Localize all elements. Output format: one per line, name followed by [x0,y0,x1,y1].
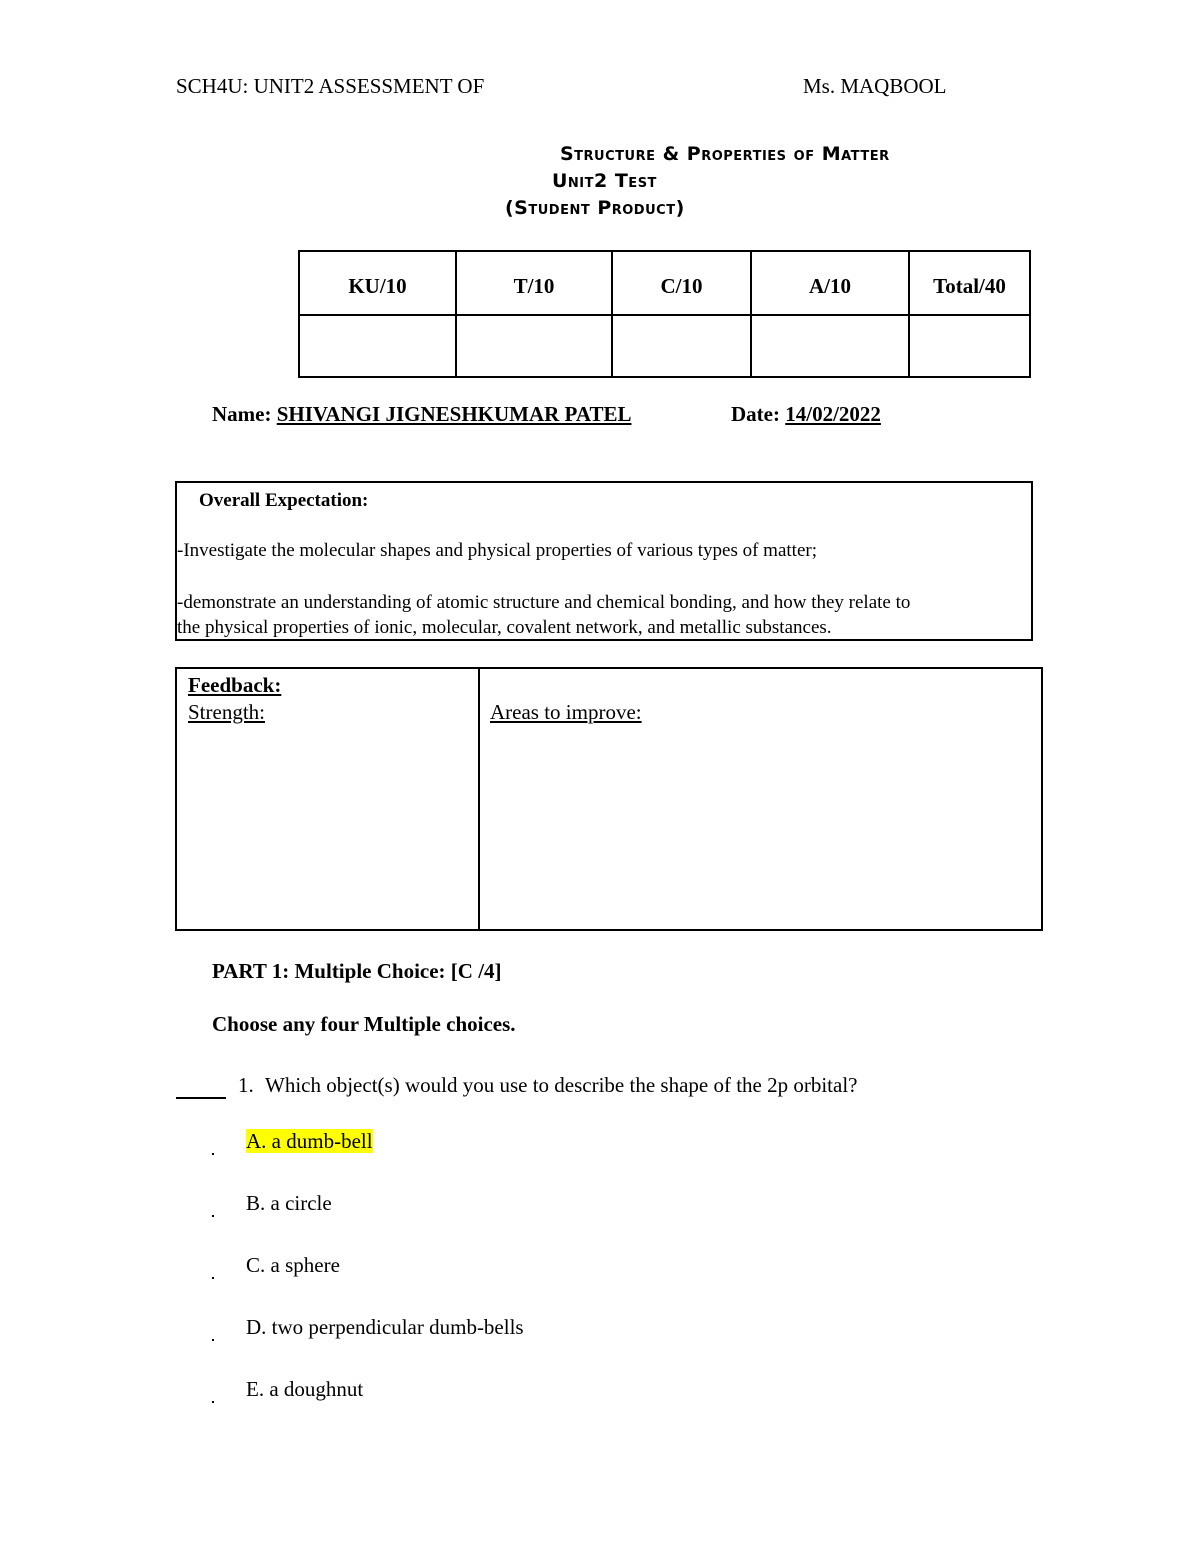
answer-blank[interactable] [176,1097,226,1099]
score-header-ku: KU/10 [299,251,456,315]
score-header-a: A/10 [751,251,909,315]
student-info-row [212,402,631,427]
option-bullet [212,1153,214,1155]
option-a-text: A. a dumb-bell [246,1129,373,1153]
expectation-title: Overall Expectation: [199,490,369,511]
option-a[interactable] [246,1129,373,1154]
option-bullet [212,1277,214,1279]
score-cell-t[interactable] [456,315,612,377]
score-header-total: Total/40 [909,251,1030,315]
areas-to-improve-label: Areas to improve: [490,700,642,724]
option-bullet [212,1215,214,1217]
option-bullet [212,1401,214,1403]
student-name: SHIVANGI JIGNESHKUMAR PATEL [276,402,632,426]
score-table [298,250,1031,378]
score-header-c: C/10 [612,251,751,315]
feedback-divider [478,669,480,929]
option-e[interactable]: E. a doughnut [246,1377,364,1401]
expectation-item-1: -Investigate the molecular shapes and physical properties of various types of matter; [177,540,817,561]
test-date: 14/02/2022 [785,402,881,426]
test-subtitle: Unit2 Test [552,170,657,192]
feedback-box [175,667,1043,931]
date-row [731,402,881,427]
option-d[interactable]: D. two perpendicular dumb-bells [246,1315,524,1339]
test-title: Structure & Properties of Matter [560,143,890,165]
option-c[interactable]: C. a sphere [246,1253,340,1277]
score-cell-c[interactable] [612,315,751,377]
feedback-title: Feedback: [188,673,282,697]
score-cell-ku[interactable] [299,315,456,377]
part1-heading: PART 1: Multiple Choice: [C /4] [212,959,502,983]
score-cell-a[interactable] [751,315,909,377]
date-label: Date: [731,402,780,426]
expectation-item-2-line-a: -demonstrate an understanding of atomic structure and chemical bonding, and how they relate to [177,592,911,613]
strength-label: Strength: [188,700,265,724]
course-header: SCH4U: UNIT2 ASSESSMENT OF [176,74,485,98]
score-header-t: T/10 [456,251,612,315]
test-type: (Student Product) [505,197,685,219]
score-cell-total[interactable] [909,315,1030,377]
part1-instruction: Choose any four Multiple choices. [212,1012,516,1036]
expectation-item-2 [177,590,910,640]
expectation-item-2-line-b: the physical properties of ionic, molecular, covalent network, and metallic substances. [177,617,832,638]
option-b[interactable]: B. a circle [246,1191,332,1215]
overall-expectation-box [175,481,1033,641]
name-label: Name: [212,402,272,426]
teacher-name: Ms. MAQBOOL [803,74,947,98]
question-number: 1. [238,1073,254,1097]
option-bullet [212,1339,214,1341]
question-text: Which object(s) would you use to describe the shape of the 2p orbital? [265,1073,858,1097]
